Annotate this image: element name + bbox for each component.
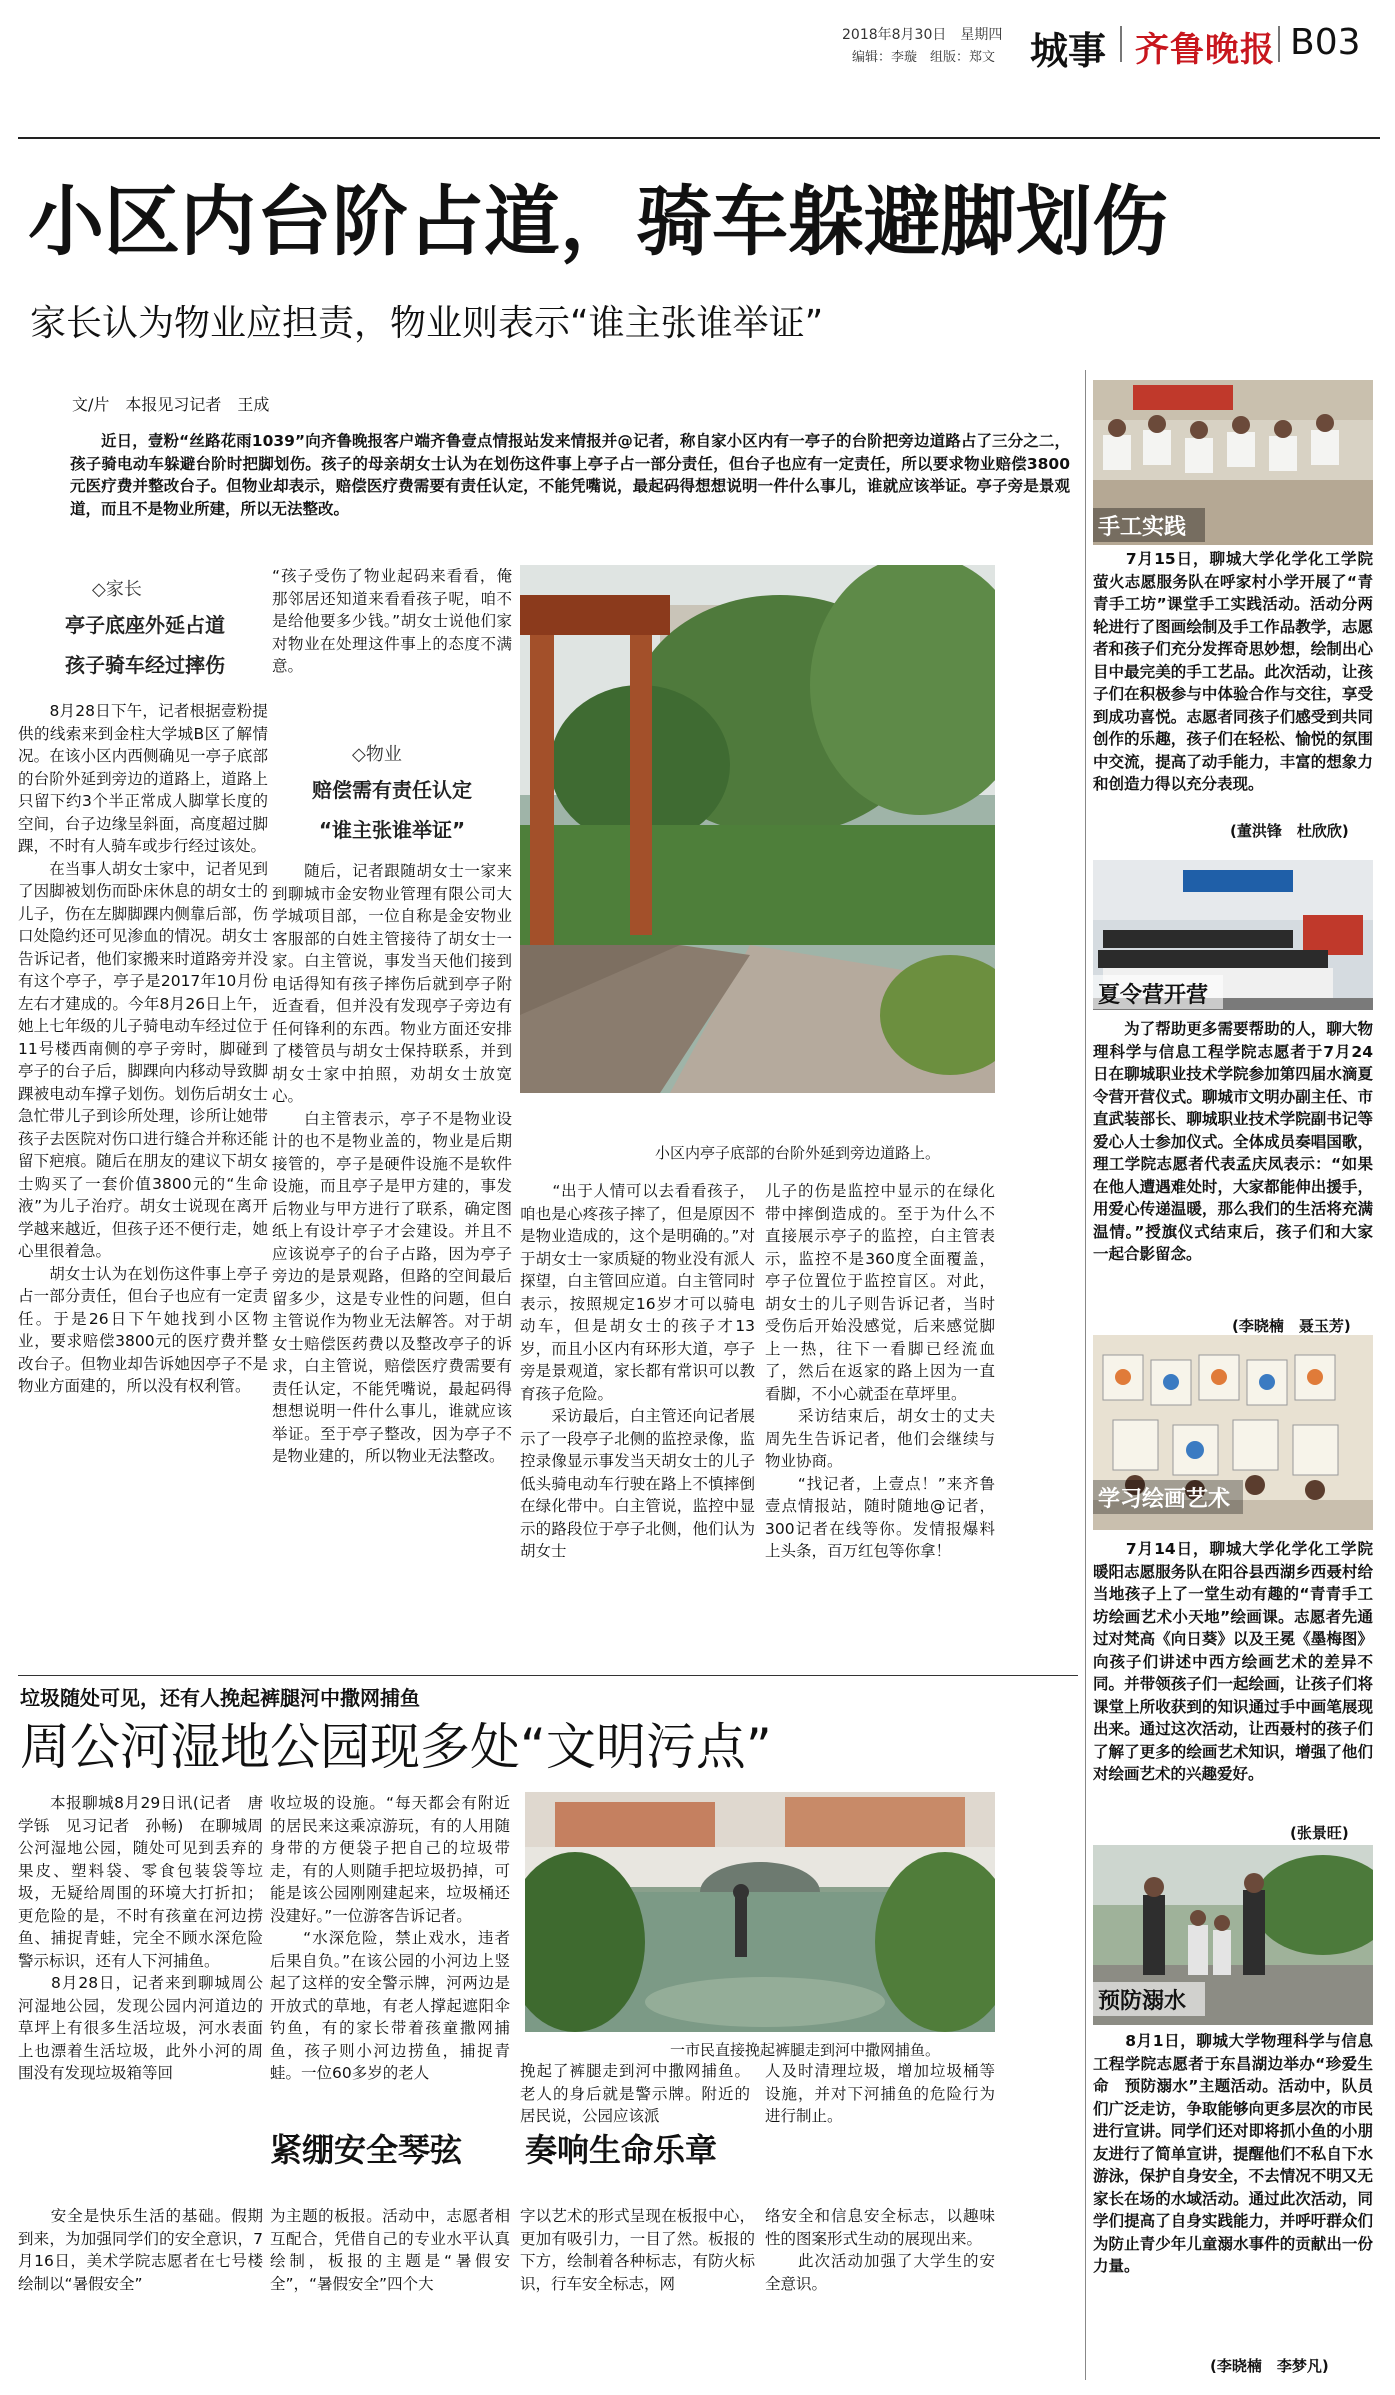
- sidebar-credit: (董洪锋 杜欣欣): [1230, 822, 1349, 840]
- page-number: B03: [1290, 22, 1361, 63]
- sidebar-text: 7月14日，聊城大学化学化工学院暖阳志愿服务队在阳谷县西湖乡西聂村给当地孩子上了一堂生动有趣的“青青手工坊绘画艺术小天地”绘画课。志愿者先通过对梵高《向日葵》以及王冕《墨梅图》向孩子们讲述中西方绘画艺术的差异不同。并带领孩子们一起绘画，让孩子们将课堂上所收获到的知识通过手中画笔展现出来。通过这次活动，让西聂村的孩子们了解了更多的绘画艺术知识，增强了他们对绘画艺术的兴趣爱好。: [1093, 1540, 1373, 1783]
- sidebar-label: 学习绘画艺术: [1098, 1487, 1231, 1512]
- sidebar-credit: (张景旺): [1290, 1824, 1349, 1842]
- sidebar-text: 8月1日，聊城大学物理科学与信息工程学院志愿者于东昌湖边举办“珍爱生命 预防溺水”主题活动。活动中，队员们广泛走访，争取能够向更多层次的市民进行宣讲。同学们还对即将抓小鱼的小朋友进行了简单宣讲，提醒他们不私自下水游泳，保护自身安全，不去情况不明又无家长在场的水域活动。通过此次活动，同学们提高了自身实践能力，并呼吁群众们为防止青少年儿童溺水事件的贡献出一份力量。: [1093, 2032, 1373, 2275]
- article-column: 收垃圾的设施。“每天都会有附近的居民来这乘凉游玩，有的人用随身带的方便袋子把自己的垃圾带走，有的人则随手把垃圾扔掉，可能是该公园刚刚建起来，垃圾桶还没建好。”一位游客告诉记者。 “水深危险，禁止戏水，违者后果自负。”在该公园的小河边上竖起了这样的安全警示牌，河两边是开放式的草地，有老人撑起遮阳伞钓鱼，有的家长带着孩童撒网捕鱼，孩子则小河边捞鱼，捕捉青蛙。一位60多岁的老人: [270, 1794, 510, 2082]
- story-title-right: 奏响生命乐章: [525, 2131, 718, 2169]
- byline: 文/片 本报见习记者 王成: [72, 395, 270, 414]
- headline: 小区内台阶占道，骑车躲避脚划伤: [28, 177, 1168, 266]
- pavilion-photo: [520, 565, 995, 1093]
- section-marker: ◇家长: [92, 579, 142, 600]
- pavilion-photo-art: [520, 565, 995, 1093]
- sidebar-text: 7月15日，聊城大学化学化工学院萤火志愿服务队在呼家村小学开展了“青青手工坊”课堂手工实践活动。活动分两轮进行了图画绘制及手工作品教学，志愿者和孩子们充分发挥奇思妙想，绘制出心目中最完美的手工艺品。此次活动，让孩子们在积极参与中体验合作与交往，享受到成功喜悦。志愿者同孩子们感受到共同创作的乐趣，孩子们在轻松、愉悦的氛围中交流，提高了动手能力，丰富的想象力和创造力得以充分表现。: [1093, 550, 1373, 793]
- sidebar-label: 预防溺水: [1098, 1989, 1187, 2014]
- article-column: 为主题的板报。活动中，志愿者相互配合，凭借自己的专业水平认真绘制，板报的主题是“暑假安全”，“暑假安全”四个大: [270, 2207, 510, 2293]
- divider: [1120, 26, 1122, 62]
- subhead-line: 赔偿需有责任认定: [312, 778, 472, 802]
- sidebar-text: 为了帮助更多需要帮助的人，聊大物理科学与信息工程学院志愿者于7月24日在聊城职业技术学院参加第四届水滴夏令营开营仪式。聊城市文明办副主任、市直武装部长、聊城职业技术学院副书记等爱心人士参加仪式。全体成员奏唱国歌，理工学院志愿者代表孟庆凤表示：“如果在他人遭遇难处时，大家都能伸出援手，用爱心传递温暖，那么我们的生活将充满温情。”授旗仪式结束后，孩子们和大家一起合影留念。: [1093, 1020, 1373, 1263]
- article-column: 挽起了裤腿走到河中撒网捕鱼。老人的身后就是警示牌。附近的居民说，公园应该派: [520, 2062, 750, 2125]
- article-column: 安全是快乐生活的基础。假期到来，为加强同学们的安全意识，7月16日，美术学院志愿者在七号楼绘制以“暑假安全”: [18, 2207, 263, 2293]
- sidebar-credit: (李晓楠 聂玉芳): [1232, 1317, 1351, 1335]
- divider: [1278, 26, 1280, 62]
- article-column: 随后，记者跟随胡女士一家来到聊城市金安物业管理有限公司大学城项目部，一位自称是金安物业客服部的白姓主管接待了胡女士一家。白主管说，事发当天他们接到电话得知有孩子摔伤后就到亭子附近查看，但并没有发现亭子旁边有任何锋利的东西。物业方面还安排了楼管员与胡女士保持联系，并到胡女士家中拍照，劝胡女士放宽心。 白主管表示，亭子不是物业设计的也不是物业盖的，物业是后期接管的，亭子是硬件设施不是软件设施，而且亭子是甲方建的，事发后物业与甲方进行了联系，确定图纸上有设计亭子才会建设。并且不应该说亭子的台子占路，因为亭子旁边的是景观路，但路的空间最后留多少，这是专业性的问题，但白主管说作为物业无法解答。对于胡女士赔偿医药费以及整改亭子的诉求，白主管说，赔偿医疗费需要有责任认定，不能凭嘴说，最起码得想想说明一件什么事儿，谁就应该举证。至于亭子整改，因为亭子不是物业建的，所以物业无法整改。: [272, 862, 512, 1465]
- photo-caption: 小区内亭子底部的台阶外延到旁边道路上。: [655, 1144, 941, 1162]
- section-marker: ◇物业: [352, 744, 402, 765]
- headline: 周公河湿地公园现多处“文明污点”: [20, 1718, 772, 1776]
- article-column: 8月28日下午，记者根据壹粉提供的线索来到金柱大学城B区了解情况。在该小区内西侧确见一亭子底部的台阶外延到旁边的道路上，道路上只留下约3个半正常成人脚掌长度的空间，台子边缘呈斜面，高度超过脚踝，不时有人骑车或步行经过该处。 在当事人胡女士家中，记者见到了因脚被划伤而卧床休息的胡女士的儿子，伤在左脚脚踝内侧靠后部，伤口处隐约还可见渗血的情况。胡女士告诉记者，他们家搬来时道路旁并没有这个亭子，亭子是2017年10月份左右才建成的。今年8月26日上午，她上七年级的儿子骑电动车经过位于11号楼西南侧的亭子旁时，脚碰到亭子的台子后，脚踝向内移动导致脚踝被电动车撑子划伤。划伤后胡女士急忙带儿子到诊所处理，诊所让她带孩子去医院对伤口进行缝合并称还能留下疤痕。随后在朋友的建议下胡女士购买了一套价值3800元的“生命液”为儿子治疗。胡女士说现在离开学越来越近，但孩子还不便行走，她心里很着急。 胡女士认为在划伤这件事上亭子占一部分责任，但台子也应有一定责任。于是26日下午她找到小区物业，要求赔偿3800元的医疗费并整改台子。但物业却告诉她因亭子不是物业方面建的，所以没有权利管。: [18, 702, 268, 1395]
- newspaper-logo: 齐鲁晚报: [1135, 30, 1275, 70]
- subhead-line: 孩子骑车经过摔伤: [65, 653, 225, 677]
- river-photo-art: [525, 1792, 995, 2032]
- photo-caption: 一市民直接挽起裤腿走到河中撒网捕鱼。: [670, 2041, 941, 2059]
- article-column: 人及时清理垃圾，增加垃圾桶等设施，并对下河捕鱼的危险行为进行制止。: [765, 2062, 995, 2125]
- section-rule: [18, 1675, 1078, 1676]
- sidebar-credit: (李晓楠 李梦凡): [1210, 2357, 1329, 2375]
- sidebar-rule: [1085, 370, 1086, 2380]
- article-column: 络安全和信息安全标志，以趣味性的图案形式生动的展现出来。 此次活动加强了大学生的安全意识。: [765, 2207, 995, 2293]
- article-column: “孩子受伤了物业起码来看看，俺那邻居还知道来看看孩子呢，咱不是给他要多少钱。”胡女士说他们家对物业在处理这件事上的态度不满意。: [272, 567, 512, 675]
- masthead: [0, 0, 1395, 80]
- sidebar-label: 手工实践: [1098, 515, 1187, 540]
- issue-date: 2018年8月30日 星期四: [842, 27, 1003, 43]
- section-name: 城事: [1030, 29, 1107, 73]
- article-column: 字以艺术的形式呈现在板报中心，更加有吸引力，一目了然。板报的下方，绘制着各种标志，有防火标识，行车安全标志，网: [520, 2207, 755, 2293]
- header-rule: [18, 137, 1380, 139]
- editor-line: 编辑：李璇 组版：郑文: [852, 50, 996, 65]
- kicker: 垃圾随处可见，还有人挽起裤腿河中撒网捕鱼: [20, 1686, 420, 1710]
- article-column: 儿子的伤是监控中显示的在绿化带中摔倒造成的。至于为什么不直接展示亭子的监控，白主管表示，监控不是360度全面覆盖，亭子位置位于监控盲区。对此，胡女士的儿子则告诉记者，当时受伤后开始没感觉，后来感觉脚上一热，往下一看脚已经流血了，然后在返家的路上因为一直看脚，不小心就歪在草坪里。 采访结束后，胡女士的丈夫周先生告诉记者，他们会继续与物业协商。 “找记者，上壹点！”来齐鲁壹点情报站，随时随地@记者，300记者在线等你。发情报爆料上头条，百万红包等你拿！: [765, 1182, 995, 1560]
- sidebar-label: 夏令营开营: [1098, 983, 1209, 1008]
- river-photo: [525, 1792, 995, 2032]
- lead-paragraph: 近日，壹粉“丝路花雨1039”向齐鲁晚报客户端齐鲁壹点情报站发来情报并@记者，称自家小区内有一亭子的台阶把旁边道路占了三分之二，孩子骑电动车躲避台阶时把脚划伤。孩子的母亲胡女士认为在划伤这件事上亭子占一部分责任，但台子也应有一定责任，所以要求物业赔偿3800元医疗费并整改台子。但物业却表示，赔偿医疗费需要有责任认定，不能凭嘴说，最起码得想想说明一件什么事儿，谁就应该举证。亭子旁是景观道，而且不是物业所建，所以无法整改。: [70, 432, 1070, 518]
- story-title-left: 紧绷安全琴弦: [270, 2131, 463, 2169]
- article-column: 本报聊城8月29日讯(记者 唐学铄 见习记者 孙畅) 在聊城周公河湿地公园，随处可见到丢弃的果皮、塑料袋、零食包装袋等垃圾，无疑给周围的环境大打折扣；更危险的是，不时有孩童在河边捞鱼、捕捉青蛙，完全不顾水深危险警示标识，还有人下河捕鱼。 8月28日，记者来到聊城周公河湿地公园，发现公园内河道边的草坪上有很多生活垃圾，河水表面上也漂着生活垃圾，此外小河的周围没有发现垃圾箱等回: [18, 1794, 263, 2082]
- deck: 家长认为物业应担责，物业则表示“谁主张谁举证”: [30, 303, 824, 344]
- subhead-line: 亭子底座外延占道: [65, 613, 225, 637]
- subhead-line: “谁主张谁举证”: [318, 818, 466, 842]
- article-column: “出于人情可以去看看孩子，咱也是心疼孩子摔了，但是原因不是物业造成的，这个是明确的。”对于胡女士一家质疑的物业没有派人探望，白主管回应道。白主管同时表示，按照规定16岁才可以骑电动车，但是胡女士的孩子才13岁，而且小区内有环形大道，亭子旁是景观道，家长都有常识可以教育孩子危险。 采访最后，白主管还向记者展示了一段亭子北侧的监控录像，监控录像显示事发当天胡女士的儿子低头骑电动车行驶在路上不慎摔倒在绿化带中。白主管说，监控中显示的路段位于亭子北侧，他们认为胡女士: [520, 1182, 755, 1560]
